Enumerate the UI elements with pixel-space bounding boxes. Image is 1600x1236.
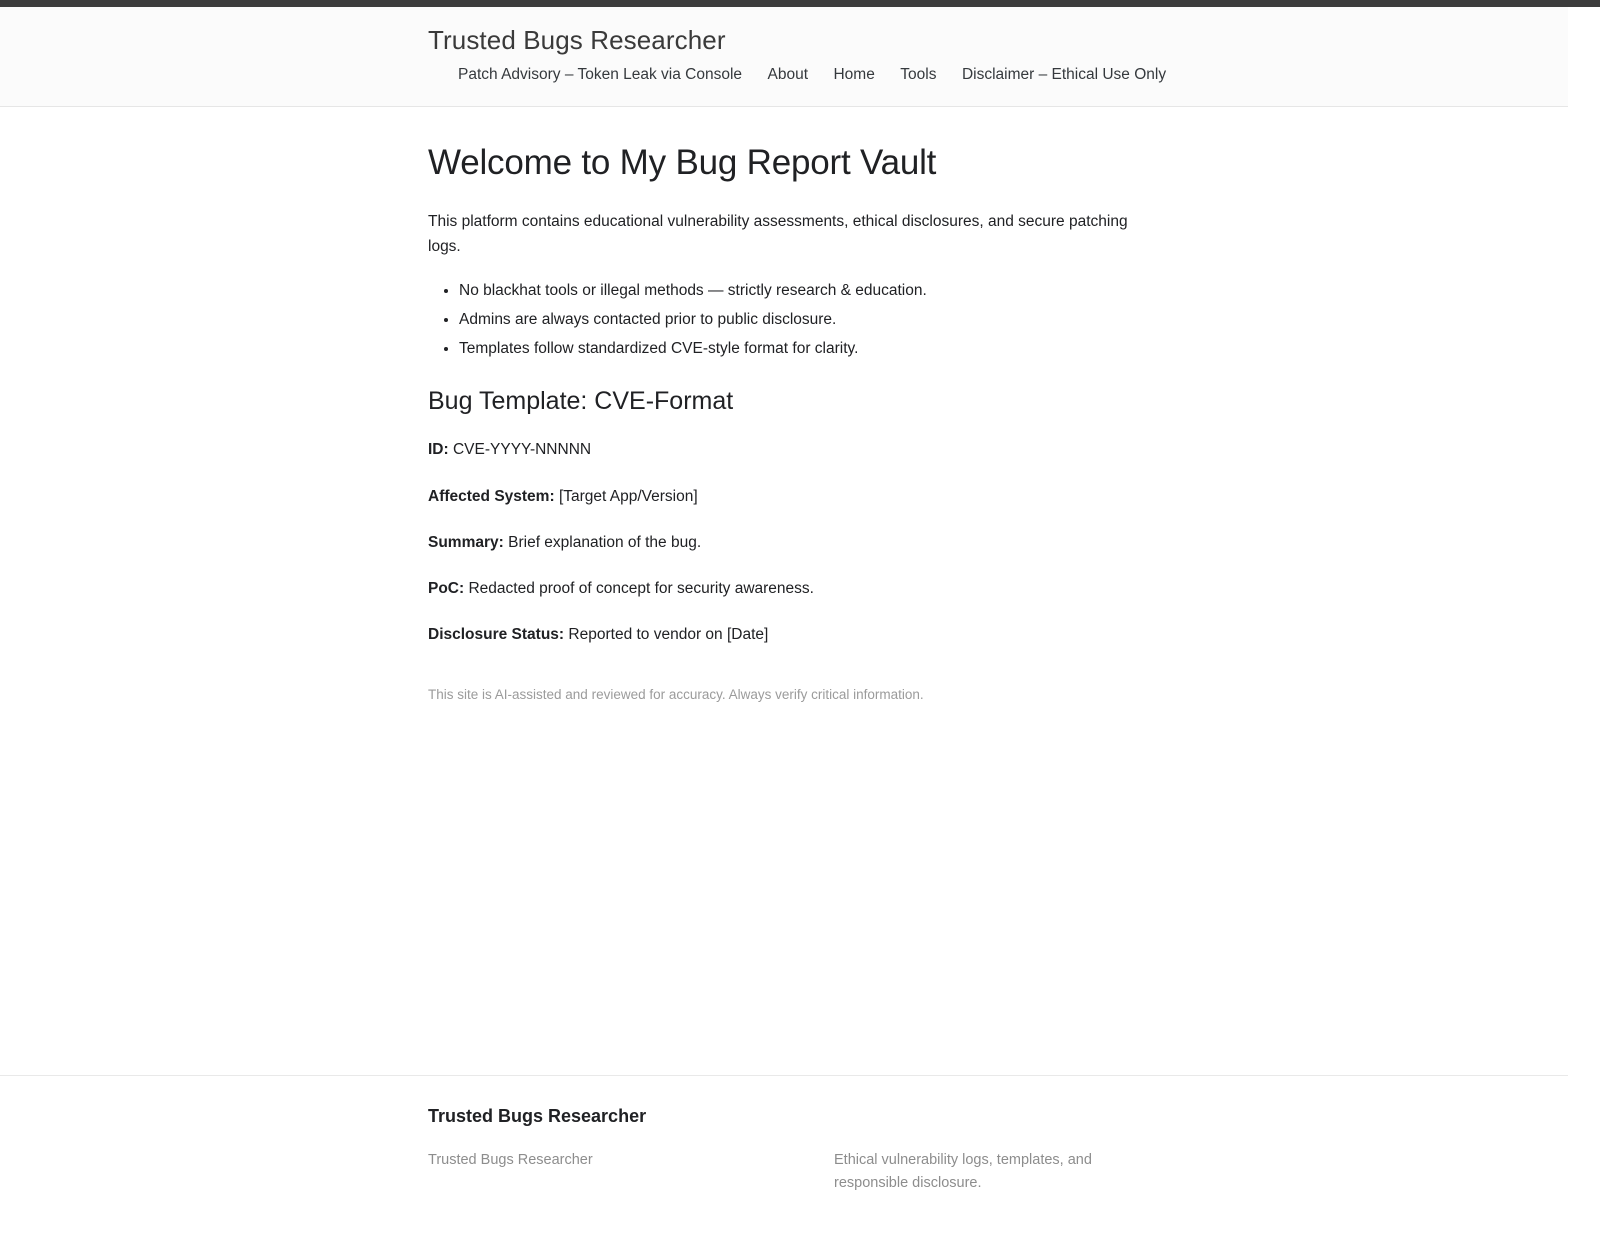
field-value: Brief explanation of the bug. (508, 533, 702, 551)
site-title: Trusted Bugs Researcher (428, 25, 726, 55)
section-title-bug-template: Bug Template: CVE-Format (428, 387, 734, 416)
main-navigation (0, 66, 1568, 106)
field-value: Reported to vendor on [Date] (568, 626, 769, 644)
ai-disclaimer: This site is AI-assisted and reviewed for accuracy. Always verify critical information. (428, 686, 924, 702)
footer-left-text: Trusted Bugs Researcher (428, 1151, 593, 1168)
nav-home[interactable]: Home (833, 66, 875, 83)
page-root (0, 7, 1568, 1236)
field-summary (428, 531, 1368, 554)
field-disclosure-status (428, 623, 1368, 646)
list-item: • No blackhat tools or illegal methods — strictly research & education. (459, 279, 1368, 303)
field-affected-system (428, 485, 1368, 508)
nav-about[interactable]: About (767, 66, 809, 83)
nav-tools[interactable]: Tools (900, 66, 937, 83)
intro-paragraph: This platform contains educational vulnerability assessments, ethical disclosures, and secure patching logs. (428, 213, 1128, 256)
list-item: • Templates follow standardized CVE-style format for clarity. (459, 337, 1368, 361)
highlights-list (428, 279, 1368, 361)
field-label: Affected System: (428, 487, 555, 505)
browser-top-strip (0, 0, 1600, 7)
field-poc (428, 577, 1368, 600)
field-label: PoC: (428, 580, 465, 598)
list-item: • Admins are always contacted prior to public disclosure. (459, 308, 1368, 332)
nav-patch-advisory[interactable]: Patch Advisory – Token Leak via Console (458, 66, 743, 83)
field-value: Redacted proof of concept for security awareness. (468, 580, 814, 598)
site-header (0, 7, 1568, 107)
footer-right-text: Ethical vulnerability logs, templates, and responsible disclosure. (834, 1151, 1092, 1192)
field-value: [Target App/Version] (558, 487, 698, 505)
field-label: Summary: (428, 533, 504, 551)
main-content (0, 107, 1568, 745)
site-footer (0, 1075, 1568, 1236)
field-id (428, 438, 1368, 461)
page-title: Welcome to My Bug Report Vault (428, 143, 937, 182)
nav-disclaimer[interactable]: Disclaimer – Ethical Use Only (961, 66, 1167, 83)
field-label: Disclosure Status: (428, 626, 565, 644)
footer-title: Trusted Bugs Researcher (428, 1105, 647, 1126)
field-value: CVE-YYYY-NNNNN (452, 441, 592, 459)
field-label: ID: (428, 441, 449, 459)
footer-columns (428, 1149, 1568, 1196)
